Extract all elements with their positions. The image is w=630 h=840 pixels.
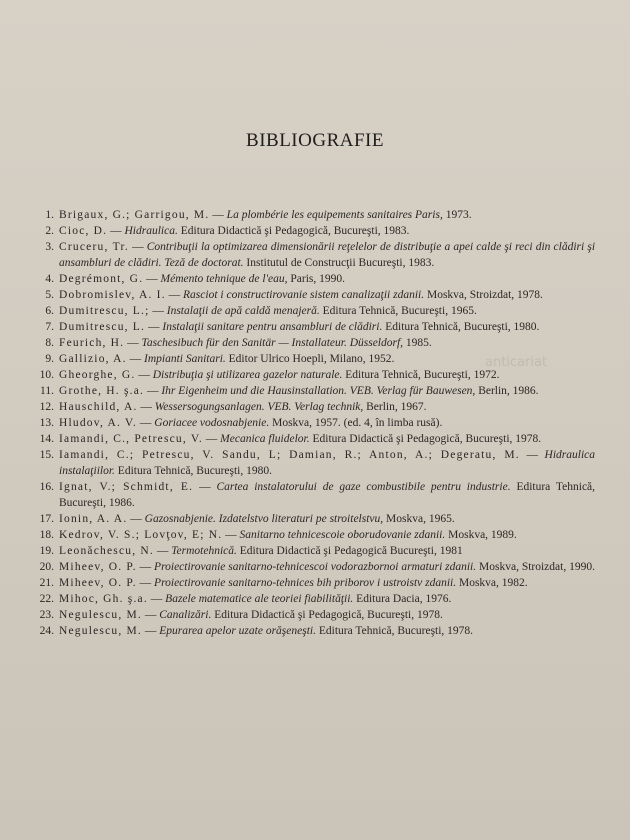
bibliography-entry xyxy=(30,447,595,479)
entry-number: 15. xyxy=(39,449,54,461)
entry-title: Sanitarno tehnicescoie oborudovanie zdanii. xyxy=(239,529,446,541)
page-title: BIBLIOGRAFIE xyxy=(246,130,384,151)
bibliography-entry xyxy=(30,543,595,559)
entry-author: Negulescu, M. xyxy=(59,625,142,637)
watermark: anticariat xyxy=(485,355,548,370)
entry-title: Proiectirovanie sanitarno-tehnices bih priborov i ustroistv zdanii. xyxy=(154,577,457,589)
entry-publisher: Moskva, Stroizdat, 1990. xyxy=(479,561,595,573)
bibliography-entry xyxy=(30,271,595,287)
entry-publisher: Editura Didactică şi Pedagogică, Bucureşti, 1978. xyxy=(214,609,443,621)
entry-number: 24. xyxy=(39,625,54,637)
entry-number: 19. xyxy=(39,545,54,557)
entry-author: Feurich, H. xyxy=(59,337,125,349)
entry-text: Brigaux, G.; Garrigou, M. — La plombérie les equipements sanitaires Paris, 1973. xyxy=(59,209,472,221)
entry-number: 9. xyxy=(45,353,54,365)
entry-author: Kedrov, V. S.; Lovţov, E; N. xyxy=(59,529,223,541)
entry-publisher: Editura Didactică şi Pedagogică, Bucureşti, 1983. xyxy=(180,225,410,237)
entry-publisher: Editura Tehnică, Bucureşti, 1980. xyxy=(117,465,272,477)
entry-title: Epurarea apelor uzate orăşeneşti. xyxy=(159,625,316,637)
entry-author: Gheorghe, G. xyxy=(59,369,136,381)
entry-text: Dumitrescu, L. — Instalaţii sanitare pentru ansambluri de clădiri. Editura Tehnică, Bucureşti, 1980. xyxy=(59,321,540,333)
entry-publisher: Editura Dacia, 1976. xyxy=(356,593,452,605)
entry-text: Kedrov, V. S.; Lovţov, E; N. — Sanitarno tehnicescoie oborudovanie zdanii. Moskva, 1989. xyxy=(59,529,517,541)
entry-text: Leonăchescu, N. — Termotehnică. Editura Didactică şi Pedagogică Bucureşti, 1981 xyxy=(59,545,463,557)
entry-text: Hludov, A. V. — Goriacee vodosnabjenie. Moskva, 1957. (ed. 4, în limba rusă). xyxy=(59,417,443,429)
bibliography-entry xyxy=(30,207,595,223)
entry-number: 8. xyxy=(45,337,54,349)
bibliography-entry xyxy=(30,351,595,367)
entry-title: Rasciot i constructirovanie sistem canalizaţii zdanii. xyxy=(183,289,425,301)
entry-text: Gheorghe, G. — Distribuţia şi utilizarea gazelor naturale. Editura Tehnică, Bucureşti, 1972. xyxy=(59,369,500,381)
entry-title: Contribuţii la optimizarea dimensionării reţelelor de distribuţie a apei calde şi reci din clădiri şi ansambluri de clădiri. Teză de doctorat. xyxy=(59,241,596,269)
entry-number: 1. xyxy=(45,209,54,221)
entry-number: 14. xyxy=(39,433,54,445)
entry-text: Hauschild, A. — Wessersogungsanlagen. VEB. Verlag technik, Berlin, 1967. xyxy=(59,401,427,413)
entry-number: 4. xyxy=(45,273,54,285)
entry-author: Brigaux, G.; Garrigou, M. xyxy=(59,209,210,221)
entry-publisher: Moskva, 1982. xyxy=(458,577,528,589)
entry-publisher: Editor Ulrico Hoepli, Milano, 1952. xyxy=(228,353,395,365)
entry-number: 20. xyxy=(39,561,54,573)
bibliography-entry xyxy=(30,335,595,351)
entry-author: Iamandi, C.; Petrescu, V. Sandu, L; Damian, R.; Anton, A.; Degeratu, M. xyxy=(59,449,520,461)
entry-author: Ionin, A. A. xyxy=(59,513,128,525)
bibliography-entry xyxy=(30,367,595,383)
bibliography-entry xyxy=(30,527,595,543)
entry-publisher: Editura Didactică şi Pedagogică, Bucureşti, 1978. xyxy=(312,433,542,445)
entry-title: Hidraulica. xyxy=(124,225,178,237)
entry-author: Cioc, D. xyxy=(59,225,108,237)
entry-number: 23. xyxy=(39,609,54,621)
entry-number: 6. xyxy=(45,305,54,317)
entry-number: 13. xyxy=(39,417,54,429)
entry-text: Mihoc, Gh. ş.a. — Bazele matematice ale teoriei fiabilităţii. Editura Dacia, 1976. xyxy=(59,593,452,605)
entry-author: Miheev, O. P. xyxy=(59,577,137,589)
entry-publisher: Editura Tehnică, Bucureşti, 1965. xyxy=(322,305,477,317)
entry-author: Hauschild, A. xyxy=(59,401,138,413)
entry-title: Hidraulica instalaţiilor. xyxy=(59,449,596,477)
entry-author: Cruceru, Tr. xyxy=(59,241,129,253)
entry-publisher: Moskva, 1989. xyxy=(448,529,517,541)
bibliography-entry xyxy=(30,303,595,319)
entry-title: Termotehnică. xyxy=(171,545,237,557)
entry-number: 12. xyxy=(39,401,54,413)
entry-publisher: Institutul de Construcţii Bucureşti, 1983. xyxy=(246,257,435,269)
entry-publisher: Editura Tehnică, Bucureşti, 1978. xyxy=(318,625,474,637)
entry-title: Mecanica fluidelor. xyxy=(220,433,310,445)
entry-author: Mihoc, Gh. ş.a. xyxy=(59,593,148,605)
entry-text: Cruceru, Tr. — Contribuţii la optimizarea dimensionării reţelelor de distribuţie a apei calde şi reci din clădiri şi ansambluri de clădiri. Teză de doctorat. Institutul de Construcţii Bucureşti, 1983. xyxy=(59,241,596,269)
entry-text: Cioc, D. — Hidraulica. Editura Didactică şi Pedagogică, Bucureşti, 1983. xyxy=(59,225,410,237)
entry-text: Iamandi, C.; Petrescu, V. Sandu, L; Damian, R.; Anton, A.; Degeratu, M. — Hidraulica instalaţiilor. Editura Tehnică, Bucureşti, 1980. xyxy=(59,449,596,477)
entry-text: Miheev, O. P. — Proiectirovanie sanitarno-tehnices bih priborov i ustroistv zdanii. Moskva, 1982. xyxy=(59,577,528,589)
entry-text: Negulescu, M. — Canalizări. Editura Didactică şi Pedagogică, Bucureşti, 1978. xyxy=(59,609,443,621)
entry-title: Goriacee vodosnabjenie. xyxy=(154,417,270,429)
bibliography-entry xyxy=(30,623,595,639)
bibliography-entry xyxy=(30,607,595,623)
entry-author: Gallizio, A. xyxy=(59,353,127,365)
entry-publisher: Berlin, 1967. xyxy=(366,401,427,413)
entry-title: Canalizări. xyxy=(159,609,212,621)
entry-publisher: Editura Didactică şi Pedagogică Bucureşti, 1981 xyxy=(239,545,463,557)
entry-number: 21. xyxy=(39,577,54,589)
bibliography-entry xyxy=(30,383,595,399)
entry-title: Proiectirovanie sanitarno-tehnicescoi vodorazbornoi armaturi zdanii. xyxy=(154,561,477,573)
entry-publisher: 1985. xyxy=(405,337,432,349)
entry-publisher: Editura Tehnică, Bucureşti, 1972. xyxy=(345,369,500,381)
entry-number: 7. xyxy=(45,321,54,333)
entry-author: Dobromislev, A. I. xyxy=(59,289,166,301)
bibliography-entry xyxy=(30,287,595,303)
entry-title: Taschesibuch für den Sanitär — Installateur. Düsseldorf, xyxy=(141,337,404,349)
entry-title: Instalaţii de apă caldă menajeră. xyxy=(166,305,320,317)
entry-title: Bazele matematice ale teoriei fiabilităţii. xyxy=(165,593,354,605)
bibliography-list xyxy=(30,207,595,639)
entry-text: Ionin, A. A. — Gazosnabjenie. Izdatelstvo literaturi pe stroitelstvu, Moskva, 1965. xyxy=(59,513,455,525)
entry-author: Miheev, O. P. xyxy=(59,561,137,573)
bibliography-entry xyxy=(30,431,595,447)
bibliography-entry xyxy=(30,575,595,591)
entry-publisher: Berlin, 1986. xyxy=(478,385,539,397)
entry-number: 5. xyxy=(45,289,54,301)
entry-author: Dumitrescu, L.; xyxy=(59,305,150,317)
entry-title: Distribuţia şi utilizarea gazelor naturale. xyxy=(152,369,343,381)
entry-text: Dobromislev, A. I. — Rasciot i constructirovanie sistem canalizaţii zdanii. Moskva, Stroizdat, 1978. xyxy=(59,289,543,301)
entry-publisher: Moskva, 1965. xyxy=(386,513,455,525)
entry-publisher: Paris, 1990. xyxy=(290,273,346,285)
entry-number: 10. xyxy=(39,369,54,381)
entry-publisher: Editura Tehnică, Bucureşti, 1980. xyxy=(385,321,540,333)
entry-text: Gallizio, A. — Impianti Sanitari. Editor Ulrico Hoepli, Milano, 1952. xyxy=(59,353,395,365)
entry-number: 18. xyxy=(39,529,54,541)
entry-text: Negulescu, M. — Epurarea apelor uzate orăşeneşti. Editura Tehnică, Bucureşti, 1978. xyxy=(59,625,474,637)
entry-text: Feurich, H. — Taschesibuch für den Sanitär — Installateur. Düsseldorf, 1985. xyxy=(59,337,432,349)
entry-title: La plombérie les equipements sanitaires Paris, xyxy=(226,209,443,221)
entry-author: Grothe, H. ş.a. xyxy=(59,385,145,397)
bibliography-entry xyxy=(30,511,595,527)
entry-publisher: Editura Tehnică, Bucureşti, 1986. xyxy=(59,481,596,509)
entry-text: Degrémont, G. — Mémento tehnique de l'eau, Paris, 1990. xyxy=(59,273,346,285)
entry-publisher: 1973. xyxy=(445,209,472,221)
bibliography-entry xyxy=(30,479,595,511)
entry-publisher: Moskva, Stroizdat, 1978. xyxy=(426,289,543,301)
entry-text: Grothe, H. ş.a. — Ihr Eigenheim und die Hausinstallation. VEB. Verlag für Bauwesen, Berlin, 1986. xyxy=(59,385,539,397)
entry-author: Ignat, V.; Schmidt, E. xyxy=(59,481,194,493)
entry-title: Cartea instalatorului de gaze combustibile pentru industrie. xyxy=(216,481,511,493)
entry-number: 17. xyxy=(39,513,54,525)
entry-author: Hludov, A. V. xyxy=(59,417,138,429)
entry-publisher: Moskva, 1957. (ed. 4, în limba rusă). xyxy=(272,417,443,429)
entry-author: Leonăchescu, N. xyxy=(59,545,154,557)
entry-number: 16. xyxy=(39,481,54,493)
entry-author: Degrémont, G. xyxy=(59,273,144,285)
entry-text: Dumitrescu, L.; — Instalaţii de apă caldă menajeră. Editura Tehnică, Bucureşti, 1965. xyxy=(59,305,477,317)
entry-title: Wessersogungsanlagen. VEB. Verlag technik, xyxy=(154,401,364,413)
bibliography-entry xyxy=(30,559,595,575)
bibliography-entry xyxy=(30,399,595,415)
entry-title: Impianti Sanitari. xyxy=(144,353,226,365)
entry-author: Dumitrescu, L. xyxy=(59,321,146,333)
bibliography-entry xyxy=(30,223,595,239)
entry-author: Negulescu, M. xyxy=(59,609,142,621)
entry-number: 2. xyxy=(45,225,54,237)
entry-title: Mémento tehnique de l'eau, xyxy=(160,273,288,285)
bibliography-entry xyxy=(30,319,595,335)
entry-number: 3. xyxy=(45,241,54,253)
entry-number: 22. xyxy=(39,593,54,605)
bibliography-entry xyxy=(30,591,595,607)
bibliography-entry xyxy=(30,415,595,431)
entry-text: Ignat, V.; Schmidt, E. — Cartea instalatorului de gaze combustibile pentru industrie. Editura Tehnică, Bucureşti, 1986. xyxy=(59,481,596,509)
entry-number: 11. xyxy=(40,385,54,397)
entry-text: Iamandi, C., Petrescu, V. — Mecanica fluidelor. Editura Didactică şi Pedagogică, Bucureşti, 1978. xyxy=(59,433,542,445)
entry-text: Miheev, O. P. — Proiectirovanie sanitarno-tehnicescoi vodorazbornoi armaturi zdanii. Moskva, Stroizdat, 1990. xyxy=(59,561,595,573)
entry-title: Instalaţii sanitare pentru ansambluri de clădiri. xyxy=(162,321,383,333)
entry-title: Ihr Eigenheim und die Hausinstallation. VEB. Verlag für Bauwesen, xyxy=(161,385,476,397)
entry-author: Iamandi, C., Petrescu, V. xyxy=(59,433,203,445)
entry-title: Gazosnabjenie. Izdatelstvo literaturi pe stroitelstvu, xyxy=(144,513,384,525)
bibliography-entry xyxy=(30,239,595,271)
